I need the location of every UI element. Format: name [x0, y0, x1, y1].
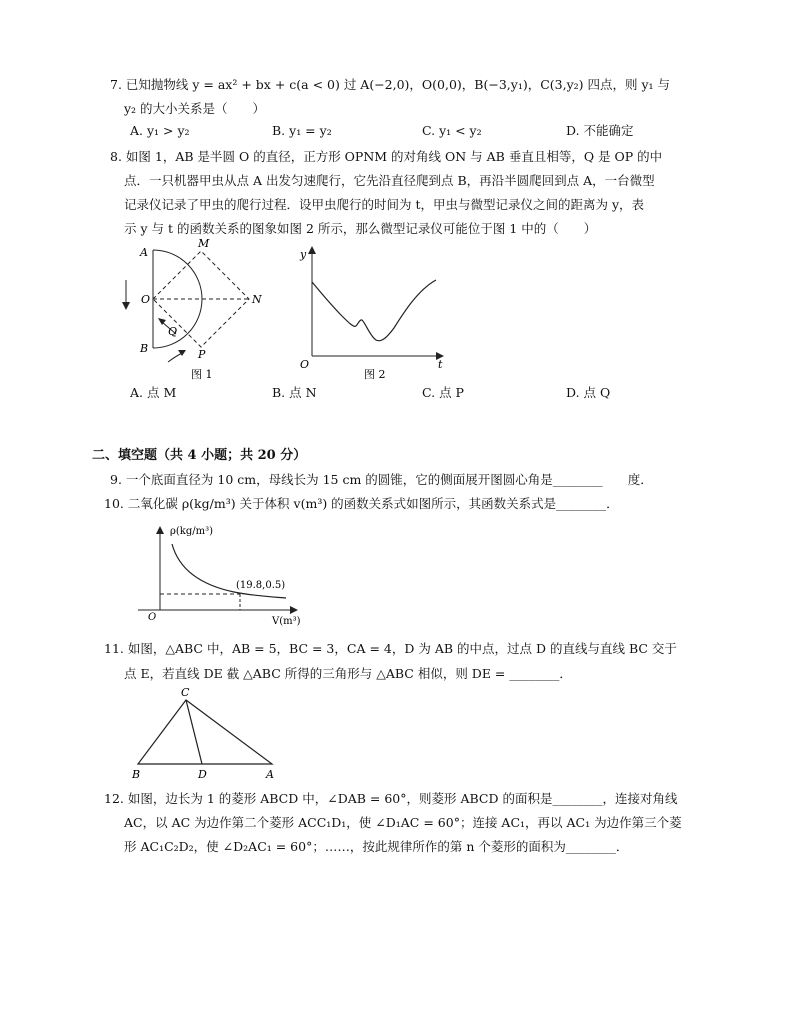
- q8-line2: 点．一只机器甲虫从点 A 出发匀速爬行，它先沿直径爬到点 B，再沿半圆爬回到点 A，一台微型: [124, 173, 655, 188]
- fig2-label-y: y: [300, 248, 307, 261]
- q11-label-d: D: [198, 768, 207, 781]
- fig1-label-a: A: [140, 246, 148, 259]
- fig1-label-p: P: [198, 348, 206, 361]
- q8-figure-2: [296, 244, 456, 384]
- q7-option-b: B. y₁ = y₂: [272, 123, 332, 138]
- fig2-y-arrowhead: [308, 246, 316, 254]
- fig2-label-t: t: [438, 358, 443, 371]
- fig1-label-n: N: [252, 293, 262, 306]
- q12-line3: 形 AC₁C₂D₂，使 ∠D₂AC₁ = 60°；……，按此规律所作的第 n 个菱形的面积为________．: [124, 839, 629, 854]
- q8-line4: 示 y 与 t 的函数关系的图象如图 2 所示，那么微型记录仪可能位于图 1 中的（ ）: [124, 221, 597, 236]
- q7-line1: 7. 已知抛物线 y = ax² + bx + c(a < 0) 过 A(−2,0)，O(0,0)，B(−3,y₁)，C(3,y₂) 四点，则 y₁ 与: [110, 77, 671, 92]
- fig1-label-b: B: [140, 342, 149, 355]
- q10-graph: [134, 520, 314, 630]
- fig2-curve: [312, 280, 436, 341]
- q10-x-arrowhead: [290, 606, 298, 614]
- q8-option-a: A. 点 M: [130, 385, 177, 400]
- fig2-label-o: O: [300, 358, 310, 371]
- q11-label-c: C: [181, 686, 190, 699]
- q8-option-c: C. 点 P: [422, 385, 464, 400]
- q9-text: 9. 一个底面直径为 10 cm，母线长为 15 cm 的圆锥，它的侧面展开图圆心角是________ 度．: [110, 472, 653, 487]
- q11-label-b: B: [132, 768, 141, 781]
- fig1-label-o: O: [141, 293, 151, 306]
- q11-line2: 点 E，若直线 DE 截 △ABC 所得的三角形与 △ABC 相似，则 DE = ________．: [124, 666, 572, 681]
- q11-line1: 11. 如图，△ABC 中，AB = 5，BC = 3，CA = 4，D 为 AB 的中点，过点 D 的直线与直线 BC 交于: [104, 641, 677, 656]
- q8-line3: 记录仪记录了甲虫的爬行过程．设甲虫爬行的时间为 t，甲虫与微型记录仪之间的距离为 y，表: [124, 197, 645, 212]
- fig2-caption: 图 2: [364, 368, 386, 381]
- q12-line2: AC，以 AC 为边作第二个菱形 ACC₁D₁，使 ∠D₁AC = 60°；连接 AC₁，再以 AC₁ 为边作第三个菱: [124, 815, 682, 830]
- q10-text: 10. 二氧化碳 ρ(kg/m³) 关于体积 v(m³) 的函数关系式如图所示，其函数关系式是________．: [104, 496, 619, 511]
- q10-label-point: (19.8,0.5): [236, 580, 286, 591]
- q7-option-d: D. 不能确定: [566, 123, 634, 138]
- fig1-caption: 图 1: [191, 368, 213, 381]
- q10-label-xlabel: V(m³): [272, 616, 301, 627]
- q11-triangle-abc: [138, 700, 272, 764]
- q7-option-c: C. y₁ < y₂: [422, 123, 482, 138]
- q10-y-arrowhead: [156, 526, 164, 534]
- q11-triangle-figure: [130, 686, 290, 782]
- q8-option-d: D. 点 Q: [566, 385, 611, 400]
- fig1-down-arrowhead: [122, 302, 130, 310]
- fig1-label-m: M: [198, 237, 210, 250]
- q12-line1: 12. 如图，边长为 1 的菱形 ABCD 中，∠DAB = 60°，则菱形 ABCD 的面积是________，连接对角线: [104, 791, 678, 806]
- q7-line2: y₂ 的大小关系是（ ）: [124, 101, 266, 116]
- q11-label-a: A: [266, 768, 274, 781]
- section-fill-in-blank-title: 二、填空题（共 4 小题；共 20 分）: [92, 448, 307, 463]
- q8-line1: 8. 如图 1，AB 是半圆 O 的直径，正方形 OPNM 的对角线 ON 与 AB 垂直且相等，Q 是 OP 的中: [110, 149, 663, 164]
- q8-figure-1: [112, 236, 272, 386]
- q10-label-ylabel: ρ(kg/m³): [170, 526, 214, 537]
- q7-option-a: A. y₁ > y₂: [130, 123, 190, 138]
- fig1-label-q: Q: [168, 325, 178, 338]
- q8-option-b: B. 点 N: [272, 385, 317, 400]
- q10-label-origin: O: [148, 612, 157, 623]
